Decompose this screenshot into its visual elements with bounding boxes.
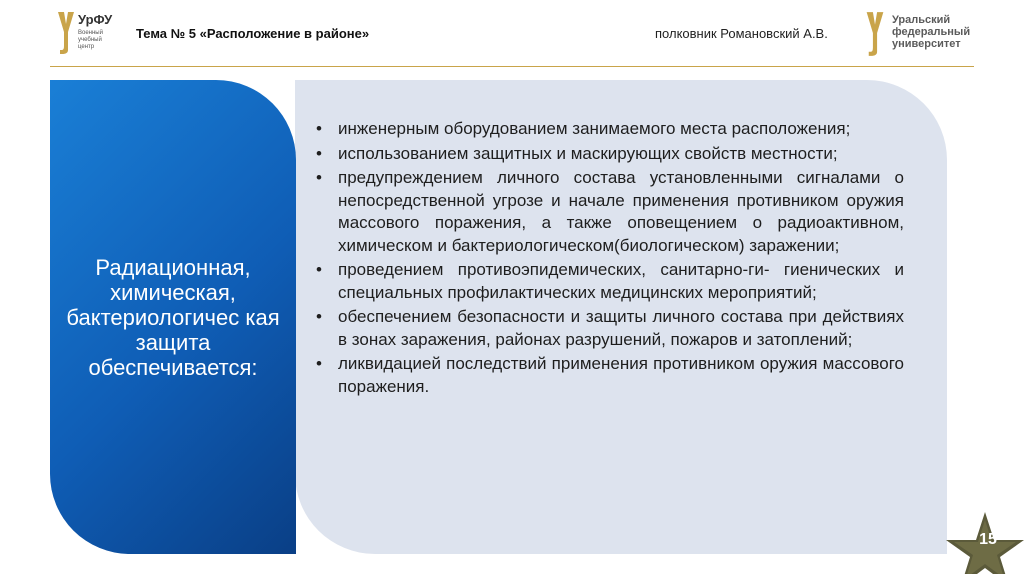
topic-panel-text: Радиационная, химическая, бактериологичес кая защита обеспечивается:	[66, 254, 280, 380]
list-item-text: проведением противоэпидемических, санитарно-ги- гиенических и специальных профилактических медицинских мероприятий;	[338, 260, 904, 302]
bullet-marker: •	[316, 168, 322, 187]
list-item	[312, 143, 904, 166]
list-item	[312, 306, 904, 351]
org-abbreviation: УрФУ	[78, 12, 113, 27]
bullet-marker: •	[316, 143, 322, 163]
urfu-military-logo	[56, 10, 126, 58]
header-divider	[50, 66, 974, 67]
list-item	[312, 353, 904, 398]
slide-header	[0, 0, 1024, 66]
list-item	[312, 118, 904, 141]
urfu-logo-icon	[862, 10, 888, 58]
university-name: Уральский федеральный университет	[892, 14, 971, 50]
list-item	[312, 259, 904, 304]
list-item-text: ликвидацией последствий применения противником оружия массового поражения.	[338, 354, 904, 396]
urfu-university-logo	[862, 10, 982, 58]
bullet-marker: •	[316, 354, 322, 373]
list-item	[312, 167, 904, 257]
org-subtitle: Военный учебный центр	[78, 30, 103, 50]
bullet-marker: •	[316, 260, 322, 279]
bullet-marker: •	[316, 119, 322, 138]
list-item-text: инженерным оборудованием занимаемого места расположения;	[338, 119, 851, 138]
topic-title: Тема № 5 «Расположение в районе»	[136, 26, 370, 41]
page-number: 15	[979, 531, 997, 548]
bullet-list	[312, 118, 904, 400]
list-item-text: предупреждением личного состава установленными сигналами о непосредственной угрозе и начале применения противником оружия массового поражения, а также оповещением о радиоактивном, химическом и бактериологическом(биологическом) заражении;	[338, 168, 904, 255]
list-item-text: обеспечением безопасности и защиты личного состава при действиях в зонах заражения, районах разрушений, пожаров и затоплений;	[338, 307, 904, 349]
list-item-text: использованием защитных и маскирующих свойств местности;	[338, 143, 838, 163]
topic-panel	[50, 80, 296, 554]
urfu-logo-icon	[56, 10, 76, 56]
author-name: полковник Романовский А.В.	[655, 26, 828, 41]
bullet-marker: •	[316, 307, 322, 326]
